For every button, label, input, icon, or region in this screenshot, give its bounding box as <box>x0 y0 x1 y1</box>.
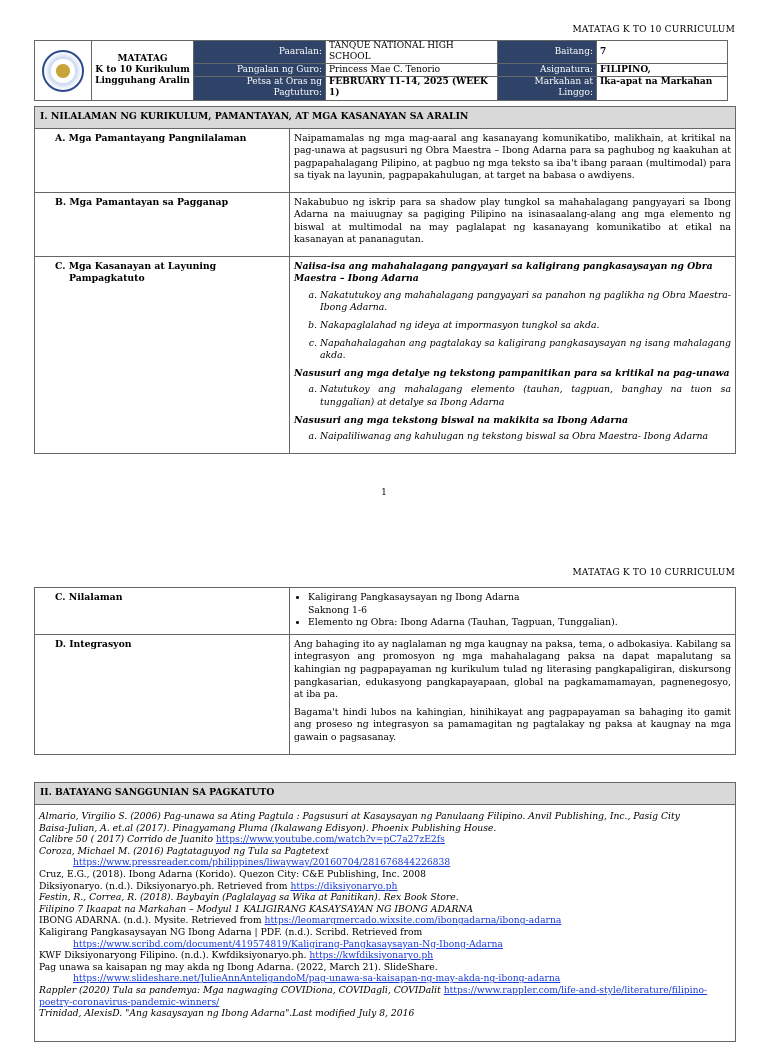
reference-entry: Festin, R., Correa, R. (2018). Baybayin (Paglalayag sa Wika at Panitikan). Rex Book Store. <box>39 892 459 904</box>
reference-link[interactable]: https://www.rappler.com/life-and-style/literature/filipino-poetry-coronavirus-pandemic-winners/ <box>39 984 708 1008</box>
objective-heading-1: Naiisa-isa ang mahahalagang pangyayari sa kaligirang pangkasaysayan ng Obra Maestra – Ibong Adarna <box>294 260 713 285</box>
page-number: 1 <box>381 488 387 498</box>
objective-list-3 <box>294 431 731 444</box>
reference-entry: Trinidad, AlexisD. "Ang kasaysayan ng Ibong Adarna".Last modified July 8, 2016 <box>39 1008 415 1020</box>
value-asignatura: FILIPINO, <box>597 64 728 77</box>
list-item: • Elemento ng Obra: Ibong Adarna (Tauhan, Tagpuan, Tunggalian). <box>308 617 731 630</box>
reference-link[interactable]: https://www.scribd.com/document/419574819/Kaligirang-Pangkasaysayan-Ng-Ibong-Adarna <box>73 938 503 950</box>
value-baitang: 7 <box>597 41 728 64</box>
reference-entry <box>39 973 731 985</box>
reference-entry: Cruz, E.G., (2018). Ibong Adarna (Korido). Quezon City: C&E Publishing, Inc. 2008 <box>39 868 426 880</box>
section-1-table <box>34 106 736 454</box>
label-asignatura: Asignatura: <box>498 64 597 77</box>
row-a-text: Naipamamalas ng mga mag-aaral ang kasanayang komunikatibo, malikhain, at kritikal na pag-unawa at pagsusuri ng Obra Maestra – Ibong Adarna para sa paghubog ng kaakuhan at pagpapahalagang Pilipino, at pagbuo ng mga teksto sa iba't ibang paraan (multimodal) para sa tiyak na layunin, pagpapakahulugan, at target na babasa o awdiyens. <box>290 128 736 192</box>
curriculum-label-page-2: MATATAG K TO 10 CURRICULUM <box>572 568 735 578</box>
label-paaralan: Paaralan: <box>194 41 326 64</box>
reference-entry <box>39 857 731 869</box>
reference-entry: Baisa-Julian, A. et.al (2017). Pinagyamang Pluma (Ikalawang Edisyon). Phoenix Publishing House. <box>39 822 497 834</box>
row-b-text: Nakabubuo ng iskrip para sa shadow play tungkol sa mahahalagang pangyayari sa Ibong Adarna na maiuugnay sa pagiging Pilipino na isinasaalang-alang ang mga elemento ng biswal at multimodal na may paglalapat ng kasanayang komunikatibo at etikal na kasanayan at pananagutan. <box>290 192 736 256</box>
list-item: b. Nakapaglalahad ng ideya at impormasyon tungkol sa akda. <box>320 320 731 333</box>
reference-entry: Diksiyonaryo. (n.d.). Diksiyonaryo.ph. Retrieved from https://diksiyonaryo.ph <box>39 880 398 892</box>
deped-seal <box>35 41 92 101</box>
reference-link[interactable]: https://diksiyonaryo.ph <box>290 880 398 892</box>
list-item: a. Nakatutukoy ang mahahalagang pangyayari sa panahon ng paglikha ng Obra Maestra- Ibong Adarna. <box>320 290 731 315</box>
objective-list-1 <box>294 290 731 363</box>
section-1-title: I. NILALAMAN NG KURIKULUM, PAMANTAYAN, AT MGA KASANAYAN SA ARALIN <box>35 107 736 129</box>
references-list <box>35 805 736 1042</box>
lesson-title: MATATAG K to 10 Kurikulum Lingguhang Aralin <box>92 41 194 101</box>
reference-link[interactable]: https://www.youtube.com/watch?v=pC7a27zE2fs <box>215 834 445 846</box>
integrasyon-paragraph-2: Bagama't hindi lubos na kahingian, hinihikayat ang pagpapayaman sa bahaging ito gamit ang proseso ng integrasyon sa pamamagitan ng pagtalakay ng paksa at kaugnay na mga gawain o pagsasanay. <box>294 706 731 743</box>
reference-entry: Coroza, Michael M. (2016) Pagtataguyod ng Tula sa Pagtetext <box>39 845 329 857</box>
list-item: a. Natutukoy ang mahalagang elemento (tauhan, tagpuan, banghay na tuon sa tunggalian) at detalye sa Ibong Adarna <box>320 384 731 409</box>
value-paaralan: TANQUE NATIONAL HIGH SCHOOL <box>326 41 498 64</box>
row-nilalaman-content <box>290 588 736 635</box>
label-baitang: Baitang: <box>498 41 597 64</box>
reference-link[interactable]: https://leomargmercado.wixsite.com/ibongadarna/ibong-adarna <box>264 915 562 927</box>
list-item: a. Naipaliliwanag ang kahulugan ng tekstong biswal sa Obra Maestra- Ibong Adarna <box>320 431 731 444</box>
deped-seal-icon <box>42 50 84 92</box>
header-table <box>34 40 728 101</box>
value-guro: Princess Mae C. Tenorio <box>326 64 498 77</box>
row-nilalaman-label: C. Nilalaman <box>35 588 290 635</box>
objective-heading-2: Nasusuri ang mga detalye ng tekstong pampanitikan para sa kritikal na pag-unawa <box>294 367 730 379</box>
label-petsa: Petsa at Oras ng Pagtuturo: <box>194 77 326 101</box>
reference-link[interactable]: https://www.pressreader.com/philippines/liwayway/20160704/281676844226838 <box>73 857 451 869</box>
reference-entry: Calibre 50 ( 2017) Corrido de Juanito https://www.youtube.com/watch?v=pC7a27zE2fs <box>39 834 445 846</box>
label-guro: Pangalan ng Guro: <box>194 64 326 77</box>
list-item: • Kaligirang Pangkasaysayan ng Ibong Adarna Saknong 1-6 <box>308 592 731 617</box>
section-1-continued-table <box>34 587 736 755</box>
reference-link[interactable]: https://kwfdiksiyonaryo.ph <box>309 950 434 962</box>
value-markahan: Ika-apat na Markahan <box>597 77 728 101</box>
reference-entry: Rappler (2020) Tula sa pandemya: Mga nagwaging COVIDiona, COVIDagli, COVIDalit https://www.rappler.com/life-and-style/literature/filipino-poetry-coronavirus-pandemic-winners/ <box>39 984 708 1008</box>
integrasyon-paragraph-1: Ang bahaging ito ay naglalaman ng mga kaugnay na paksa, tema, o adbokasiya. Kabilang sa integrasyon ang promosyon ng mga mahahalagang paksa na dapat mapalutang sa kahingian ng pagpapayaman ng kurikulum tulad ng literasing pangkapaligiran, diskursong pangkasarian, edukasyong pangkapayapaan, global na pagkamamamayan, pagnenegosyo, at iba pa. <box>294 638 731 701</box>
reference-entry <box>39 939 731 951</box>
row-integrasyon-label: D. Integrasyon <box>35 634 290 754</box>
reference-entry: Almario, Virgilio S. (2006) Pag-unawa sa Ating Pagtula : Pagsusuri at Kasaysayan ng Panulaang Filipino. Anvil Publishing, Inc., Pasig City <box>39 811 680 822</box>
label-markahan: Markahan at Linggo: <box>498 77 597 101</box>
reference-link[interactable]: https://www.slideshare.net/JulieAnnAnteligandoM/pag-unawa-sa-kaisapan-ng-may-akda-ng-ibong-adarna <box>73 973 561 985</box>
row-b-label: B. Mga Pamantayan sa Pagganap <box>35 192 290 256</box>
curriculum-label: MATATAG K TO 10 CURRICULUM <box>572 25 735 35</box>
objective-list-2 <box>294 384 731 409</box>
reference-entry: KWF Diksiyonaryong Filipino. (n.d.). Kwfdiksiyonaryo.ph. https://kwfdiksiyonaryo.ph <box>39 950 434 962</box>
row-a-label: A. Mga Pamantayang Pangnilalaman <box>35 128 290 192</box>
row-c-content <box>290 256 736 453</box>
value-petsa: FEBRUARY 11-14, 2025 (WEEK 1) <box>326 77 498 101</box>
section-2-title: II. BATAYANG SANGGUNIAN SA PAGKATUTO <box>35 783 736 805</box>
reference-entry: IBONG ADARNA. (n.d.). Mysite. Retrieved from https://leomargmercado.wixsite.com/ibongadarna/ibong-adarna <box>39 915 562 927</box>
row-c-label: C. Mga Kasanayan at Layuning Pampagkatuto <box>35 256 290 453</box>
nilalaman-list <box>294 592 731 630</box>
list-item: c. Napahahalagahan ang pagtalakay sa kaligirang pangkasaysayan ng isang mahalagang akda. <box>320 338 731 363</box>
section-2-table <box>34 782 736 1042</box>
reference-entry: Kaligirang Pangkasaysayan NG Ibong Adarna | PDF. (n.d.). Scribd. Retrieved from <box>39 926 423 938</box>
reference-entry: Pag unawa sa kaisapan ng may akda ng Ibong Adarna. (2022, March 21). SlideShare. <box>39 961 438 973</box>
objective-heading-3: Nasusuri ang mga tekstong biswal na makikita sa Ibong Adarna <box>294 414 629 426</box>
row-integrasyon-content <box>290 634 736 754</box>
reference-entry: Filipino 7 Ikaapat na Markahan – Modyul 1 KALIGIRANG KASAYSAYAN NG IBONG ADARNA <box>39 903 474 915</box>
